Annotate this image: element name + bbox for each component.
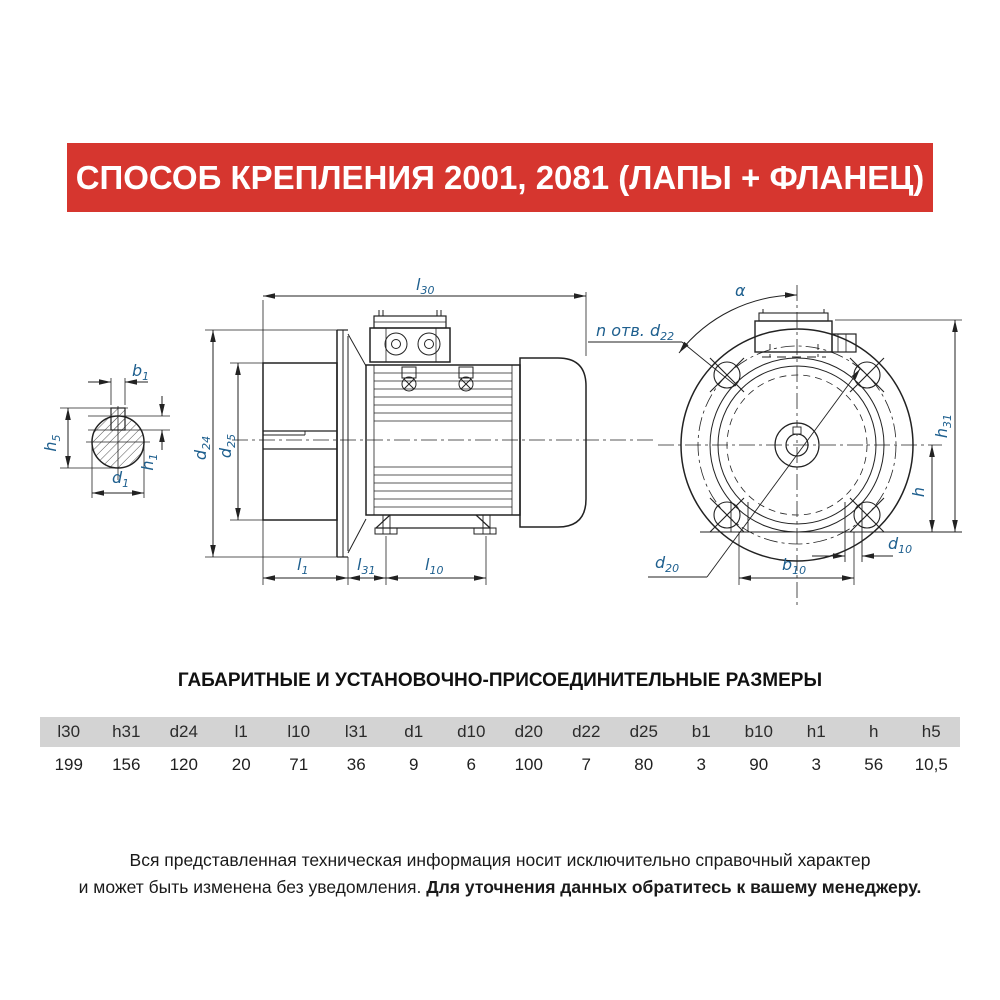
value-d1: 9: [385, 747, 443, 782]
col-header-l10: l10: [270, 717, 328, 747]
dim-label-d20: $d_{20}$: [655, 553, 680, 575]
value-l30: 199: [40, 747, 98, 782]
dim-label-b1: $b_1$: [132, 361, 150, 383]
dim-label-l10: $l_{10}$: [425, 555, 444, 577]
disclaimer-line2-bold: Для уточнения данных обратитесь к вашему менеджеру.: [426, 877, 922, 897]
col-header-d24: d24: [155, 717, 213, 747]
col-header-l30: l30: [40, 717, 98, 747]
page-title: СПОСОБ КРЕПЛЕНИЯ 2001, 2081 (ЛАПЫ + ФЛАНЕЦ): [75, 158, 925, 196]
dim-label-d1: $d_1$: [112, 468, 130, 490]
disclaimer-line1: Вся представленная техническая информация носит исключительно справочный характер: [129, 850, 871, 870]
dim-label-l31: $l_{31}$: [357, 555, 376, 577]
col-header-l1: l1: [213, 717, 271, 747]
dimensions-section-title: ГАБАРИТНЫЕ И УСТАНОВОЧНО-ПРИСОЕДИНИТЕЛЬНЫЕ РАЗМЕРЫ: [177, 670, 823, 691]
dimensions-table: [40, 717, 960, 782]
dim-label-h1: $h_1$: [138, 453, 160, 471]
title-banner: [67, 143, 933, 212]
value-b1: 3: [673, 747, 731, 782]
value-h31: 156: [98, 747, 156, 782]
value-l31: 36: [328, 747, 386, 782]
value-d25: 80: [615, 747, 673, 782]
dim-label-l1: $l_1$: [297, 555, 309, 577]
col-header-d1: d1: [385, 717, 443, 747]
motor-technical-drawing: [0, 255, 1000, 610]
disclaimer: [0, 847, 1000, 901]
dim-label-b10: $b_{10}$: [782, 555, 807, 577]
dim-label-d25: $d_{25}$: [216, 433, 238, 459]
disclaimer-line2: [0, 874, 1000, 901]
dim-label-l30: $l_{30}$: [416, 275, 435, 297]
col-header-l31: l31: [328, 717, 386, 747]
col-header-d20: d20: [500, 717, 558, 747]
value-h: 56: [845, 747, 903, 782]
col-header-h31: h31: [98, 717, 156, 747]
dim-label-d10: $d_{10}$: [888, 534, 913, 556]
dim-label-h5: $h_5$: [41, 434, 63, 452]
dim-label-n-otv-d22: n отв. $d_{22}$: [596, 321, 675, 343]
col-header-h: h: [845, 717, 903, 747]
value-b10: 90: [730, 747, 788, 782]
col-header-d25: d25: [615, 717, 673, 747]
col-header-d10: d10: [443, 717, 501, 747]
dim-label-h: h: [909, 486, 928, 498]
col-header-b1: b1: [673, 717, 731, 747]
value-h5: 10,5: [903, 747, 961, 782]
disclaimer-line2-regular: и может быть изменена без уведомления.: [78, 877, 427, 897]
dim-label-h31: $h_{31}$: [932, 413, 954, 439]
col-header-h1: h1: [788, 717, 846, 747]
value-d20: 100: [500, 747, 558, 782]
col-header-d22: d22: [558, 717, 616, 747]
dim-label-alpha: α: [735, 281, 746, 300]
col-header-h5: h5: [903, 717, 961, 747]
value-d10: 6: [443, 747, 501, 782]
dimensions-table-header-row: [40, 717, 960, 747]
value-d24: 120: [155, 747, 213, 782]
value-d22: 7: [558, 747, 616, 782]
dimensions-table-value-row: [40, 747, 960, 782]
dim-label-d24: $d_{24}$: [191, 435, 213, 461]
value-l10: 71: [270, 747, 328, 782]
col-header-b10: b10: [730, 717, 788, 747]
value-l1: 20: [213, 747, 271, 782]
motor-side-view: [205, 292, 655, 585]
value-h1: 3: [788, 747, 846, 782]
